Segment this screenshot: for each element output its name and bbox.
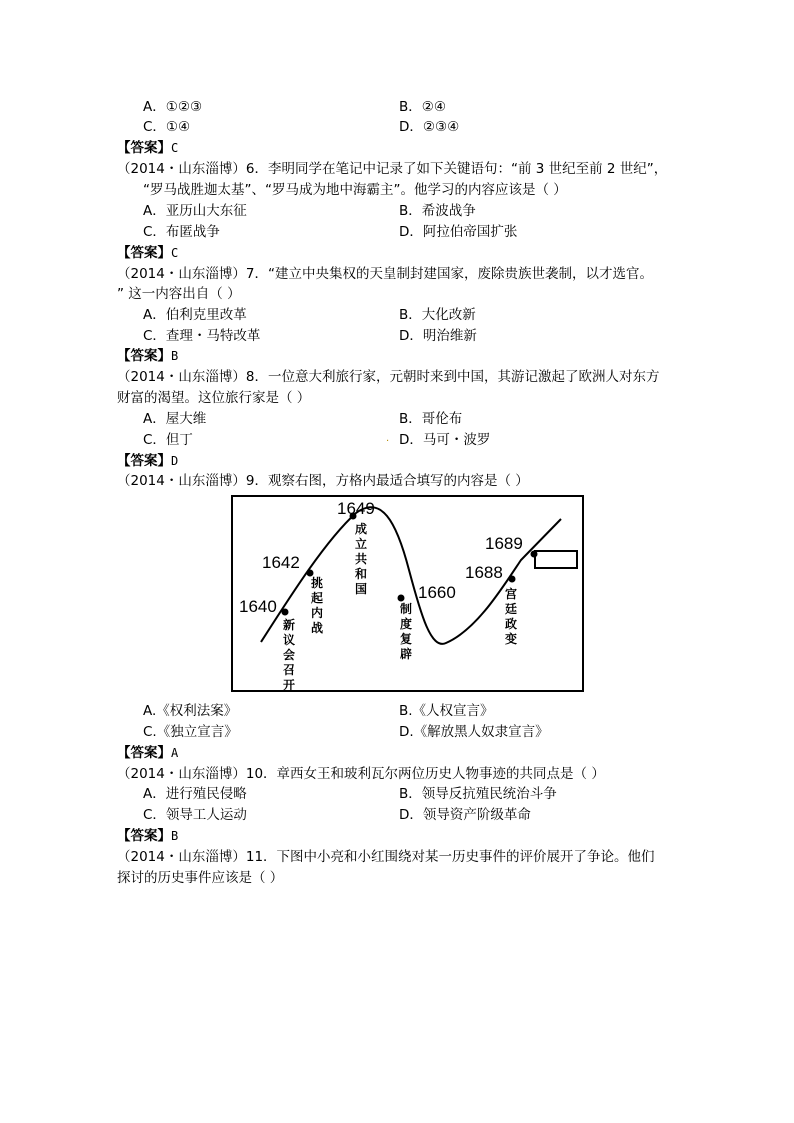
answer-label: 【答案】 (117, 348, 171, 364)
q9-stem-line1: （2014・山东淄博）9．观察右图，方格内最适合填写的内容是（ ） (117, 473, 529, 489)
q5-option-a: A．①②③ (143, 99, 203, 115)
q5-option-c: C．①④ (143, 119, 191, 135)
q7-option-a: A．伯利克里改革 (143, 307, 247, 323)
q11-stem-line2: 探讨的历史事件应该是（ ） (117, 870, 284, 886)
year-label: 1642 (262, 553, 300, 572)
q5-option-b: B．②④ (399, 99, 446, 115)
answer-value: D (171, 454, 179, 468)
revolution-timeline-diagram (231, 495, 584, 693)
q10-option-a: A．进行殖民侵略 (143, 786, 247, 802)
q6-stem-line1: （2014・山东淄博）6．李明同学在笔记中记录了如下关键语句：“前 3 世纪至前 2 世纪”， (117, 161, 668, 177)
event-label-1640: 新议会召开 (282, 618, 296, 692)
point-1689 (531, 551, 538, 558)
answer-label: 【答案】 (117, 745, 171, 761)
q9-option-a: A.《权利法案》 (143, 703, 238, 719)
point-1688 (509, 576, 516, 583)
q6-option-d: D．阿拉伯帝国扩张 (399, 224, 518, 240)
q7-stem-line1: （2014・山东淄博）7．“建立中央集权的天皇制封建国家，废除贵族世袭制，以才选官。 (117, 266, 653, 282)
q10-stem-line1: （2014・山东淄博）10．章西女王和玻利瓦尔两位历史人物事迹的共同点是（ ） (117, 766, 605, 782)
answer-label: 【答案】 (117, 140, 171, 156)
year-label: 1660 (418, 583, 456, 602)
q7-option-b: B．大化改新 (399, 307, 476, 323)
answer-label: 【答案】 (117, 828, 171, 844)
answer-value: B (171, 829, 179, 843)
q6-option-a: A．亚历山大东征 (143, 203, 247, 219)
q8-stem-line2: 财富的渴望。这位旅行家是（ ） (117, 390, 311, 406)
answer-value: B (171, 349, 179, 363)
q10-answer (117, 826, 178, 846)
q11-stem-line1: （2014・山东淄博）11．下图中小亮和小红围绕对某一历史事件的评价展开了争论。他们 (117, 849, 655, 865)
q8-option-c: C．但丁 (143, 432, 193, 448)
answer-label: 【答案】 (117, 245, 171, 261)
blank-answer-box (535, 551, 577, 568)
q8-stem-line1: （2014・山东淄博）8．一位意大利旅行家，元朝时来到中国，其游记激起了欧洲人对东方 (117, 369, 660, 385)
answer-value: C (171, 246, 179, 260)
q9-option-b: B.《人权宣言》 (399, 703, 494, 719)
year-label: 1649 (337, 499, 375, 518)
year-label: 1688 (465, 563, 503, 582)
q8-option-b: B．哥伦布 (399, 411, 463, 427)
answer-label: 【答案】 (117, 453, 171, 469)
event-label-1649: 成立共和国 (354, 522, 368, 596)
event-label-1642: 挑起内战 (310, 576, 324, 635)
event-label-1660: 制度复辟 (399, 602, 413, 661)
q7-answer (117, 346, 178, 366)
q6-stem-line2: “罗马战胜迦太基”、“罗马成为地中海霸主”。他学习的内容应该是（ ） (143, 182, 567, 198)
stray-dot: · (386, 436, 390, 447)
q7-option-d: D．明治维新 (399, 328, 477, 344)
answer-value: A (171, 746, 179, 760)
point-1660 (398, 595, 405, 602)
q7-option-c: C．查理・马特改革 (143, 328, 261, 344)
q9-option-c: C.《独立宣言》 (143, 724, 238, 740)
q8-option-d: D．马可・波罗 (399, 432, 491, 448)
q8-option-a: A．屋大维 (143, 411, 207, 427)
q9-answer (117, 743, 178, 763)
q10-option-c: C．领导工人运动 (143, 807, 247, 823)
q5-answer (117, 138, 178, 158)
q9-option-d: D.《解放黑人奴隶宣言》 (399, 724, 549, 740)
q6-option-b: B．希波战争 (399, 203, 476, 219)
q8-answer (117, 451, 178, 471)
q10-option-b: B．领导反抗殖民统治斗争 (399, 786, 557, 802)
event-label-1688: 宫廷政变 (504, 587, 518, 646)
point-1640 (282, 609, 289, 616)
year-label: 1689 (485, 534, 523, 553)
answer-value: C (171, 141, 179, 155)
q7-stem-line2: ” 这一内容出自（ ） (117, 286, 241, 302)
q10-option-d: D．领导资产阶级革命 (399, 807, 531, 823)
q5-option-d: D．②③④ (399, 119, 460, 135)
year-label: 1640 (239, 597, 277, 616)
q6-answer (117, 243, 178, 263)
q6-option-c: C．布匿战争 (143, 224, 220, 240)
